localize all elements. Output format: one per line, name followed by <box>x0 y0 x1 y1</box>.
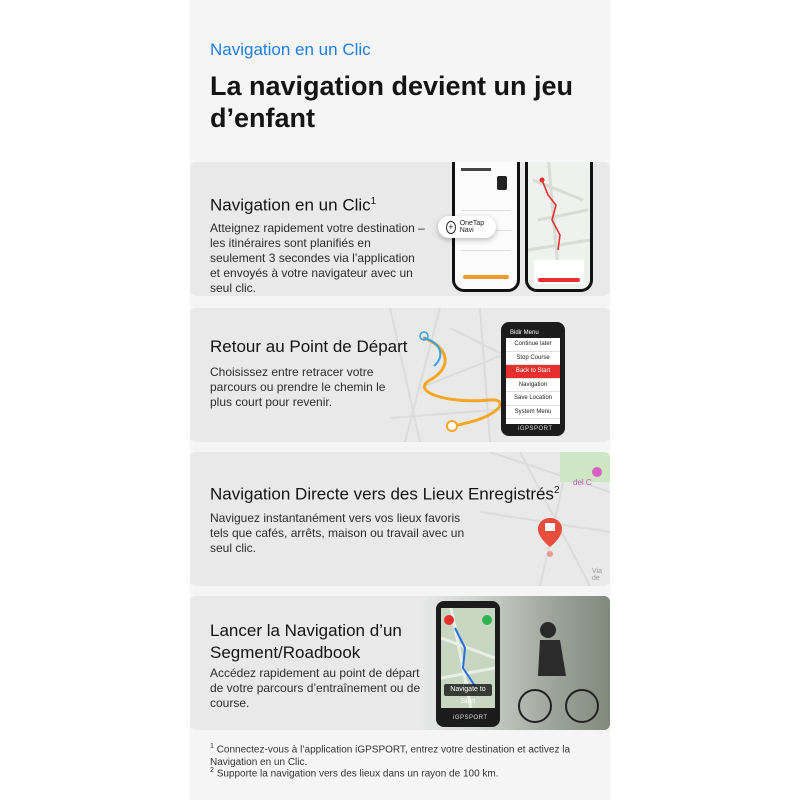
menu-item[interactable]: Stop Course <box>506 352 560 366</box>
menu-item[interactable]: Save Location <box>506 392 560 406</box>
menu-item[interactable]: Navigation <box>506 379 560 393</box>
feature-card-one-click <box>190 162 610 296</box>
menu-item-selected[interactable]: Back to Start <box>506 365 560 379</box>
phone-map-screen <box>525 162 593 292</box>
card-title: Navigation Directe vers des Lieux Enregistrés$^2$ <box>210 484 560 504</box>
device-brand: iGPSPORT <box>518 426 553 432</box>
onetap-navi-button[interactable]: + OneTap Navi <box>438 216 496 238</box>
feature-card-segment-roadbook <box>190 596 610 730</box>
map-label: del C <box>573 478 592 487</box>
map-label: Via de <box>592 568 602 582</box>
feature-card-saved-places <box>190 452 610 586</box>
card-text: Accédez rapidement au point de départ de votre parcours d’entraînement ou de course. <box>210 666 421 710</box>
device-brand: iGPSPORT <box>453 715 488 721</box>
page-panel <box>190 0 610 800</box>
menu-item[interactable]: System Menu <box>506 406 560 420</box>
device-menu-header: Bidir Menu <box>506 328 560 338</box>
feature-card-back-to-start <box>190 308 610 442</box>
section-kicker: Navigation en un Clic <box>210 40 371 59</box>
card-text: Atteignez rapidement votre destination – les itinéraires sont planifiés en seulement 3 secondes via l’application et envoyés à votre navigateur avec un seul clic. <box>210 221 425 295</box>
gps-device <box>436 601 500 727</box>
navigate-to-start-button[interactable]: Navigate to Start <box>444 684 492 696</box>
card-title: Lancer la Navigation d’un Segment/Roadbook <box>210 621 402 662</box>
footnote-2: $^2$ Supporte la navigation vers des lieux dans un rayon de 100 km. <box>210 767 499 780</box>
plus-icon: + <box>446 221 456 234</box>
gps-device <box>501 322 565 436</box>
footnote-1: $^1$ Connectez-vous à l’application iGPSPORT, entrez votre destination et activez la Navigation en un Clic. <box>210 743 571 769</box>
card-title: Retour au Point de Départ <box>210 337 408 356</box>
card-text: Choisissez entre retracer votre parcours ou prendre le chemin le plus court pour revenir. <box>210 365 386 409</box>
card-text: Naviguez instantanément vers vos lieux favoris tels que cafés, arrêts, maison ou travail avec un seul clic. <box>210 511 465 555</box>
page-headline: La navigation devient un jeu d’enfant <box>210 71 574 133</box>
menu-item[interactable]: Continue later <box>506 338 560 352</box>
card-title: Navigation en un Clic$^1$ <box>210 195 377 215</box>
